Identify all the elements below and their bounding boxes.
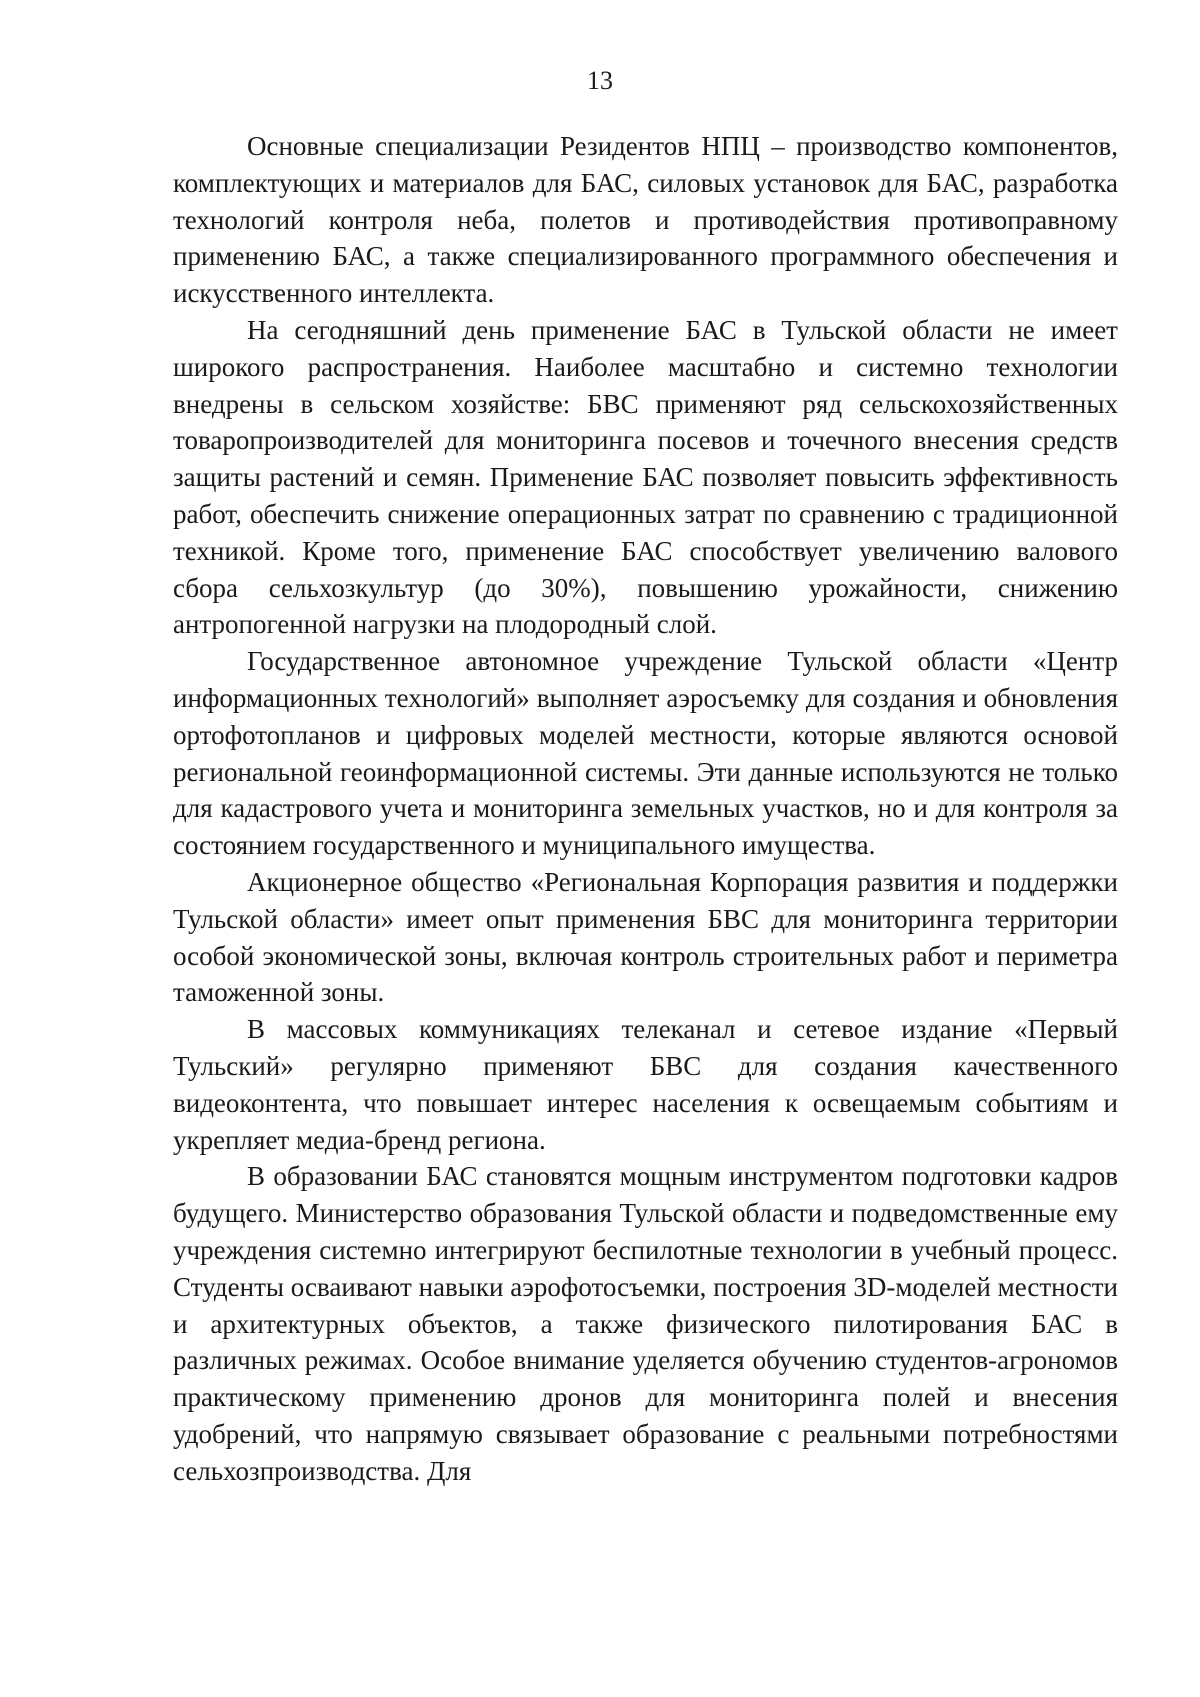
paragraph-development-corporation: Акционерное общество «Региональная Корпорация развития и поддержки Тульской области» имеет опыт применения БВС для мониторинга территории особой экономической зоны, включая контроль строительных работ и периметра таможенной зоны. xyxy=(173,866,1118,1008)
paragraph-specializations: Основные специализации Резидентов НПЦ – производство компонентов, комплектующих и материалов для БАС, силовых установок для БАС, разработка технологий контроля неба, полетов и противодействия противоправному применению БАС, а также специализированного программного обеспечения и искусственного интеллекта. xyxy=(173,131,1118,309)
paragraph-mass-media: В массовых коммуникациях телеканал и сетевое издание «Первый Тульский» регулярно применяют БВС для создания качественного видеоконтента, что повышает интерес населения к освещаемым событиям и укрепляет медиа-бренд региона. xyxy=(173,1014,1118,1155)
paragraph-education: В образовании БАС становятся мощным инструментом подготовки кадров будущего. Министерство образования Тульской области и подведомственные ему учреждения системно интегрируют беспилотные технологии в учебный процесс. Студенты осваивают навыки аэрофотосъемки, построения 3D-моделей местности и архитектурных объектов, а также физического пилотирования БАС в различных режимах. Особое внимание уделяется обучению студентов-агрономов практическому применению дронов для мониторинга полей и внесения удобрений, что напрямую связывает образование с реальными потребностями сельхозпроизводства. Для xyxy=(173,1161,1118,1486)
paragraph-agriculture: На сегодняшний день применение БАС в Тульской области не имеет широкого распространения. Наиболее масштабно и системно технологии внедрены в сельском хозяйстве: БВС применяют ряд сельскохозяйственных товаропроизводителей для мониторинга посевов и точечного внесения средств защиты растений и семян. Применение БАС позволяет повысить эффективность работ, обеспечить снижение операционных затрат по сравнению с традиционной техникой. Кроме того, применение БАС способствует увеличению валового сбора сельхозкультур (до 30%), повышению урожайности, снижению антропогенной нагрузки на плодородный слой. xyxy=(173,314,1118,640)
document-body xyxy=(173,128,1118,1489)
page-number: 13 xyxy=(587,66,613,95)
paragraph-it-center: Государственное автономное учреждение Тульской области «Центр информационных технологий» выполняет аэросъемку для создания и обновления ортофотопланов и цифровых моделей местности, которые являются основой региональной геоинформационной системы. Эти данные используются не только для кадастрового учета и мониторинга земельных участков, но и для контроля за состоянием государственного и муниципального имущества. xyxy=(173,646,1118,861)
